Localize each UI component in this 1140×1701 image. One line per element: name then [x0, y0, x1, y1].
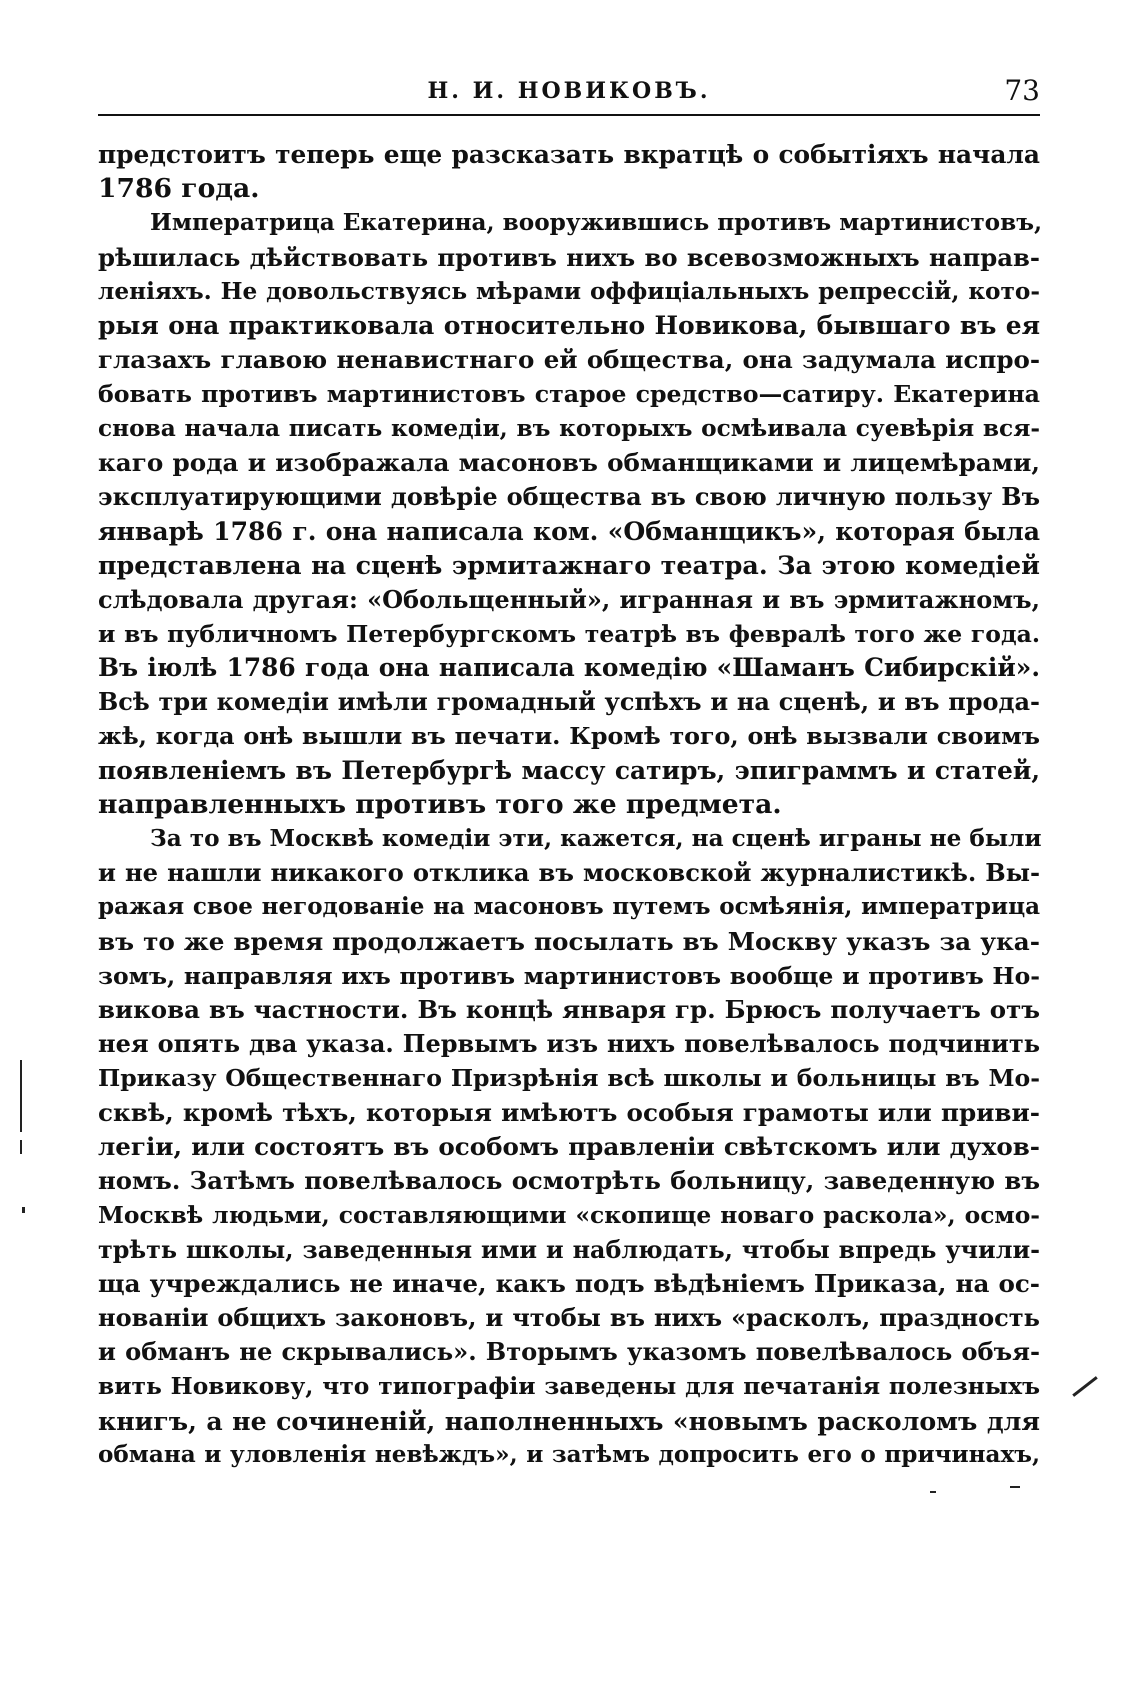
text-line: викова въ частности. Въ концѣ января гр. Брюсъ получаетъ отъ [98, 995, 1040, 1025]
text-line: Приказу Общественнаго Призрѣнія всѣ школы и больницы въ Мо- [98, 1064, 1040, 1093]
text-line: рѣшилась дѣйствовать противъ нихъ во всевозможныхъ направ- [98, 242, 1040, 272]
text-line: жѣ, когда онѣ вышли въ печати. Кромѣ того, онѣ вызвали своимъ [98, 722, 1040, 751]
text-line: каго рода и изображала масоновъ обманщиками и лицемѣрами, [98, 447, 1040, 477]
margin-mark [20, 1140, 22, 1154]
text-line: сквѣ, кромѣ тѣхъ, которыя имѣютъ особыя грамоты или приви- [98, 1097, 1040, 1127]
text-line: январѣ 1786 г. она написала ком. «Обманщикъ», которая была [98, 516, 1040, 547]
margin-mark [930, 1491, 936, 1493]
text-line: вить Новикову, что типографіи заведены для печатанія полезныхъ [98, 1372, 1040, 1401]
text-line: книгъ, а не сочиненій, наполненныхъ «новымъ расколомъ для [98, 1405, 1040, 1436]
text-line: За то въ Москвѣ комедіи эти, кажется, на сценѣ играны не были [150, 825, 1042, 853]
margin-mark [1010, 1486, 1020, 1488]
text-line: зомъ, направляя ихъ противъ мартинистовъ вообще и противъ Но- [98, 961, 1040, 990]
text-line: и обманъ не скрывались». Вторымъ указомъ повелѣвалось объя- [98, 1337, 1040, 1367]
text-line: появленіемъ въ Петербургѣ массу сатиръ, эпиграммъ и статей, [98, 755, 1040, 785]
running-title: Н. И. НОВИКОВЪ. [427, 78, 711, 104]
text-line: Всѣ три комедіи имѣли громадный успѣхъ и на сценѣ, и въ прода- [98, 687, 1040, 717]
text-line: снова начала писать комедіи, въ которыхъ осмѣивала суевѣрія вся- [98, 414, 1040, 442]
text-line: и въ публичномъ Петербургскомъ театрѣ въ февралѣ того же года. [98, 619, 1040, 648]
text-line: легіи, или состоятъ въ особомъ правленіи свѣтскомъ или духов- [98, 1131, 1040, 1161]
text-line: въ то же время продолжаетъ посылать въ Москву указъ за ука- [98, 926, 1040, 956]
book-page [98, 70, 1043, 1472]
text-line: глазахъ главою ненавистнаго ей общества, она задумала испро- [98, 345, 1040, 375]
text-line: ща учреждались не иначе, какъ подъ вѣдѣніемъ Приказа, на ос- [98, 1268, 1040, 1298]
text-line: номъ. Затѣмъ повелѣвалось осмотрѣть больницу, заведенную въ [98, 1166, 1040, 1196]
text-line: предстоитъ теперь еще разсказать вкратцѣ о событіяхъ начала [98, 140, 1040, 169]
text-line: бовать противъ мартинистовъ старое средство—сатиру. Екатерина [98, 380, 1040, 409]
text-line: эксплуатирующими довѣріе общества въ свою личную пользу Въ [98, 482, 1040, 512]
text-line: нованіи общихъ законовъ, и чтобы въ нихъ «расколъ, праздность [98, 1302, 1040, 1332]
text-line: трѣть школы, заведенныя ими и наблюдать, чтобы впредь учили- [98, 1235, 1040, 1264]
running-header [98, 70, 1040, 116]
text-line: и не нашли никакого отклика въ московской журналистикѣ. Вы- [98, 858, 1040, 888]
text-line: Въ іюлѣ 1786 года она написала комедію «Шаманъ Сибирскій». [98, 653, 1040, 683]
text-line: представлена на сценѣ эрмитажнаго театра. За этою комедіей [98, 550, 1040, 581]
text-line: слѣдовала другая: «Обольщенный», игранная и въ эрмитажномъ, [98, 584, 1040, 614]
body-text [98, 138, 1043, 1472]
margin-mark [20, 1060, 22, 1132]
page-number: 73 [1004, 74, 1040, 107]
text-line: направленныхъ противъ того же предмета. [98, 788, 782, 820]
text-line: обмана и уловленія невѣждъ», и затѣмъ допросить его о причинахъ, [98, 1440, 1040, 1468]
text-line: рыя она практиковала относительно Новикова, бывшаго въ ея [98, 311, 1040, 341]
text-line: леніяхъ. Не довольствуясь мѣрами оффиціальныхъ репрессій, кото- [98, 277, 1040, 305]
text-line: 1786 года. [98, 173, 260, 205]
text-line: Императрица Екатерина, вооружившись противъ мартинистовъ, [150, 209, 1043, 237]
margin-mark [22, 1207, 25, 1213]
text-line: Москвѣ людьми, составляющими «скопище новаго раскола», осмо- [98, 1201, 1040, 1230]
text-line: ражая свое негодованіе на масоновъ путемъ осмѣянія, императрица [98, 893, 1040, 921]
margin-mark [1072, 1376, 1097, 1397]
text-line: нея опять два указа. Первымъ изъ нихъ повелѣвалось подчинить [98, 1029, 1040, 1059]
